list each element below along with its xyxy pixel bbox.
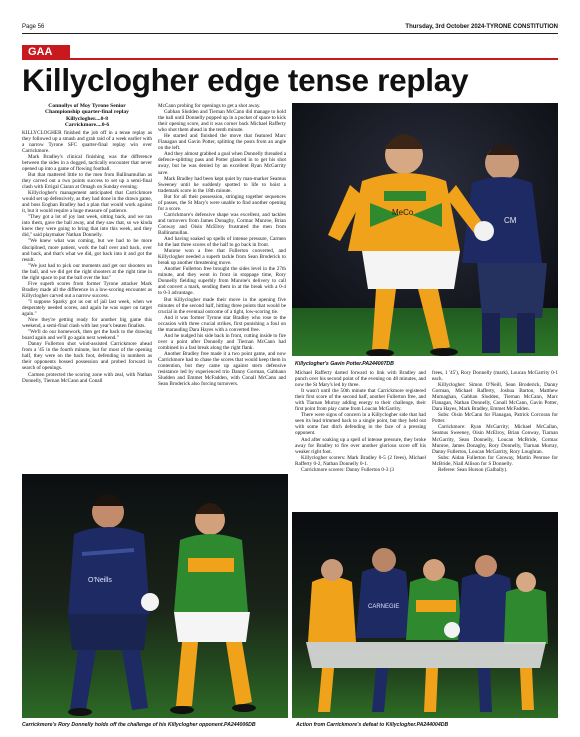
paragraph: McCann probing for openings to get a shot away. xyxy=(158,103,261,109)
paragraph: But Killyclogher made their move in the opening five minutes of the second half, hitting three points that would be crucial in the eventual outcome of a tight, low-scoring tie. xyxy=(158,296,286,315)
paragraph: "They got a lot of joy last week, sitting back, and we ran into them, gave the ball away, and they saw that, so we kinda knew they were going to bring that into this week, and they did," said playmaker Nathan Donnelly. xyxy=(22,214,152,239)
photo-illustration xyxy=(22,474,288,718)
caption-text: Killyclogher's Gavin Potter.PA244007DB xyxy=(295,361,394,367)
paragraph: Five superb scores from former Tyrone attacker Mark Bradley made all the difference in a low-scoring encounter as Killyclogher carved out a narrow success. xyxy=(22,280,152,299)
jersey-sponsor: CARNEGIE xyxy=(368,604,400,610)
paragraph: Munroe won a free that Fullerton converted, and Killyclogher needed a superb tackle from Sean Broderick to break up another threatening move. xyxy=(158,248,286,267)
paragraph: And after soaking up a spell of intense pressure, they broke away for Bradley to fire over another glorious score off his weaker right foot. xyxy=(295,436,426,455)
paragraph: Referee: Sean Hurson (Galbally). xyxy=(438,466,508,473)
photo-match-action xyxy=(292,512,558,718)
article-column-3 xyxy=(295,370,426,473)
headline: Killyclogher edge tense replay xyxy=(22,62,469,98)
paragraph: "We just had to pick our moments and get our shooters on the ball, and we did get the right shooters at the right time in the right space to put the ball over the bar." xyxy=(22,262,152,281)
section-rule xyxy=(22,58,558,60)
paragraph: Danny Fullerton shot wind-assisted Carrickmore ahead from a '45 in the fourth minute, but for most of the opening half, they were on the back foot, defending in numbers as their opponents bossed possession and probed forward in search of openings. xyxy=(22,341,152,372)
article-column-4 xyxy=(432,370,558,473)
subhead-line: Carrickmore....0-6 xyxy=(64,122,110,129)
paragraph: "We'll do our homework, then get the back to the drawing board again and we'll go again next weekend." xyxy=(22,329,152,342)
header-rule xyxy=(22,33,558,34)
paragraph: Carrickmore: Ryan McGarrity; Michael McCallan, Seamus Sweeney, Oisin McElroy, Brian Conway, Tiarnan McGarrity, Sean Donnelly, Loucan McBride, Cormac Munroe, James Donaghy, Rory Donnelly, Tiarnan Murray, Danny Fullerton, Loucan McGarrity, Rory Loughran. xyxy=(432,424,558,455)
paragraph: Another Fullerton free brought the sides level in the 27th minute, and they went in front in stoppage time, Rory Donnelly fielding superbly from Munroe's delivery to call and convert a mark, sending them in at the break with a 0-4 to 0-3 advantage. xyxy=(158,266,286,297)
paragraph: And having soaked up spells of intense pressure, Carmen hit the last three scores of the half to go back in front. xyxy=(158,236,286,249)
section-tag: GAA xyxy=(22,45,70,59)
jersey-crest-text: CM xyxy=(504,216,517,225)
paragraph: Killyclogher scorers: Mark Bradley 0-5 (2 frees), Michael Rafferty 0-2, Nathan Donnelly 0-1. xyxy=(295,454,426,467)
paragraph: Carrickmore scorers: Danny Fullerton 0-3 (3 xyxy=(301,466,394,473)
caption-band xyxy=(292,360,558,368)
paragraph: Mark Bradley had been kept quiet by man-marker Seamus Sweeney until he suddenly spotted to life to hoist a trademark score in the 18th minute. xyxy=(158,175,286,194)
jersey-sponsor: O'Neills xyxy=(88,577,112,584)
photo-caption-bottom-left: Carrickmore's Rory Donnelly holds off the challenge of his Killyclogher opponent.PA244006DB xyxy=(22,722,256,728)
subhead-line: Connollys of Moy Tyrone Senior xyxy=(48,103,126,109)
photo-caption-bottom-right: Action from Carrickmore's defeat to Killyclogher.PA244004DB xyxy=(296,722,449,728)
page-number: Page 56 xyxy=(22,24,45,30)
subhead-line: Killyclogher....0-8 xyxy=(65,115,109,122)
photo-illustration xyxy=(292,103,558,356)
paragraph: Michael Rafferty darted forward to link with Bradley and punch over his second point of the evening on 48 minutes, and now the St Mary's led by three. xyxy=(295,370,426,389)
subhead-line: Championship quarter-final replay xyxy=(45,109,129,116)
photo-gavin-potter xyxy=(292,103,558,356)
paragraph: And it was former Tyrone star Bradley who rose to the occasion with three crucial strikes, first punishing a foul on the marauding Dara Hayes with a converted free. xyxy=(158,314,286,333)
paragraph: Another Bradley free made it a two point game, and now Carrickmore had to chase the scores that would keep them in contention, but they came up against stern defensive resistance led by experienced trio Danny Gorman, Gabhann Sludden and Emmet McFadden, with Conall McCann and Sean Broderick also forcing turnovers. xyxy=(158,350,286,388)
article-column-1 xyxy=(22,103,152,384)
paragraph: Now they're getting ready for another big game this weekend, a semi-final clash with last year's beaten finalists. xyxy=(22,317,152,330)
paragraph: It wasn't until the 50th minute that Carrickmore registered their first score of the second half, another Fullerton free, and with Tiarnan Murray adding energy to their challenge, their first point from play came from Loucan McGarrity. xyxy=(295,388,426,413)
paragraph: And they almost grabbed a goal when Donnelly threaded a defence-splitting pass and Potter glanced in to get his shot away, but he was denied by an excellent Ryan McGarrity save. xyxy=(158,151,287,176)
fixture-subhead xyxy=(22,103,152,129)
dateline: Thursday, 3rd October 2024-TYRONE CONSTITUTION xyxy=(405,24,558,30)
paragraph: He started and finished the move that featured Marc Flanagan and Gavin Potter, splitting the posts from an angle on the left. xyxy=(158,133,286,152)
paragraph: KILLYCLOGHER finished the job off in a tense replay as they followed up a smash and grab raid of a week earlier with a narrow Tyrone SFC quarter-final replay win over Carrickmore. xyxy=(22,129,152,154)
paragraph: Gabhan Sludden and Tiernan McCann did manage to hold the ball until Donnelly popped up in a pocket of space to kick their opening score, and it was corner back Michael Rafferty who shot them ahead in the tenth minute. xyxy=(158,109,286,134)
paragraph: Carrickmore's defensive shape was excellent, and tackles and turnovers from James Donaghy, Cormac Munroe, Brian Conway and Oisin McElroy frustrated the men from Ballinamullan. xyxy=(158,211,286,236)
paragraph: But that mattered little to the men from Ballinamullan as they carved out a two points success to set up a semi-final clash with Errigal Ciaran at Omagh on Sunday evening. xyxy=(22,171,152,191)
jersey-sponsor: MeCo xyxy=(392,208,414,217)
paragraph: frees, 1 '45'), Rory Donnelly (mark), Loucan McGarrity 0-1 each. xyxy=(432,370,558,383)
paragraph: "I suppose Sparky got us out of jail last week, when we desperately needed scores, and again he was super on target again." xyxy=(22,298,152,318)
photo-rory-donnelly xyxy=(22,474,288,718)
paragraph: Carmen protected the scoring zone with zeal, with Nathan Donnelly, Tiernan McCann and Conall xyxy=(22,371,152,384)
paragraph: Killyclogher's management anticipated that Carrickmore would set up defensively, as they had done in the drawn game, and boss Eoghan Bradley had a plan that would work against it, but it would require a huge measure of patience. xyxy=(22,190,152,215)
paragraph: "We knew what was coming, but we had to be more disciplined, more patient, work the ball over and back, over and back, and that's what we did, got back into it and got the result. xyxy=(22,238,152,263)
paragraph: And he nudged his side back in front, cutting inside to fire over a point after Donnelly and Tiernan McCann had combined in a fast break along the right flank. xyxy=(158,332,286,351)
paragraph: But for all their possession, stringing together sequences of passes, the St Mary's were unable to find another opening for a score. xyxy=(158,193,286,212)
paragraph: Subs: Oisin McCann for Flanagan, Patrick Corcoran for Potter. xyxy=(432,412,558,425)
paragraph: Killyclogher: Simon O'Neill, Sean Broderick, Danny Gorman, Michael Rafferty, Joshua Barton, Matthew Murnaghan, Gabhan Sludden, Tiernan McCann, Marc Flanagan, Nathan Donnelly, Conall McCann, Gavin Potter, Dara Hayes, Mark Bradley, Emmet McFadden. xyxy=(432,382,558,413)
article-column-2 xyxy=(158,103,286,387)
paragraph: Mark Bradley's clinical finishing was the difference between the sides in a dogged, tactically encounter that never opened up into a game of flowing football. xyxy=(22,153,152,172)
paragraph: There were signs of concern in a Killyclogher side that had seen its lead trimmed back to a single point, but they held out with some fast ditch defending in the face of a pressing opponent. xyxy=(295,412,426,437)
photo-illustration xyxy=(292,512,558,718)
paragraph: Subs: Aidan Fullerton for Conway, Martin Penrose for McBride, Niall Allison for S Donnelly. xyxy=(432,454,558,467)
